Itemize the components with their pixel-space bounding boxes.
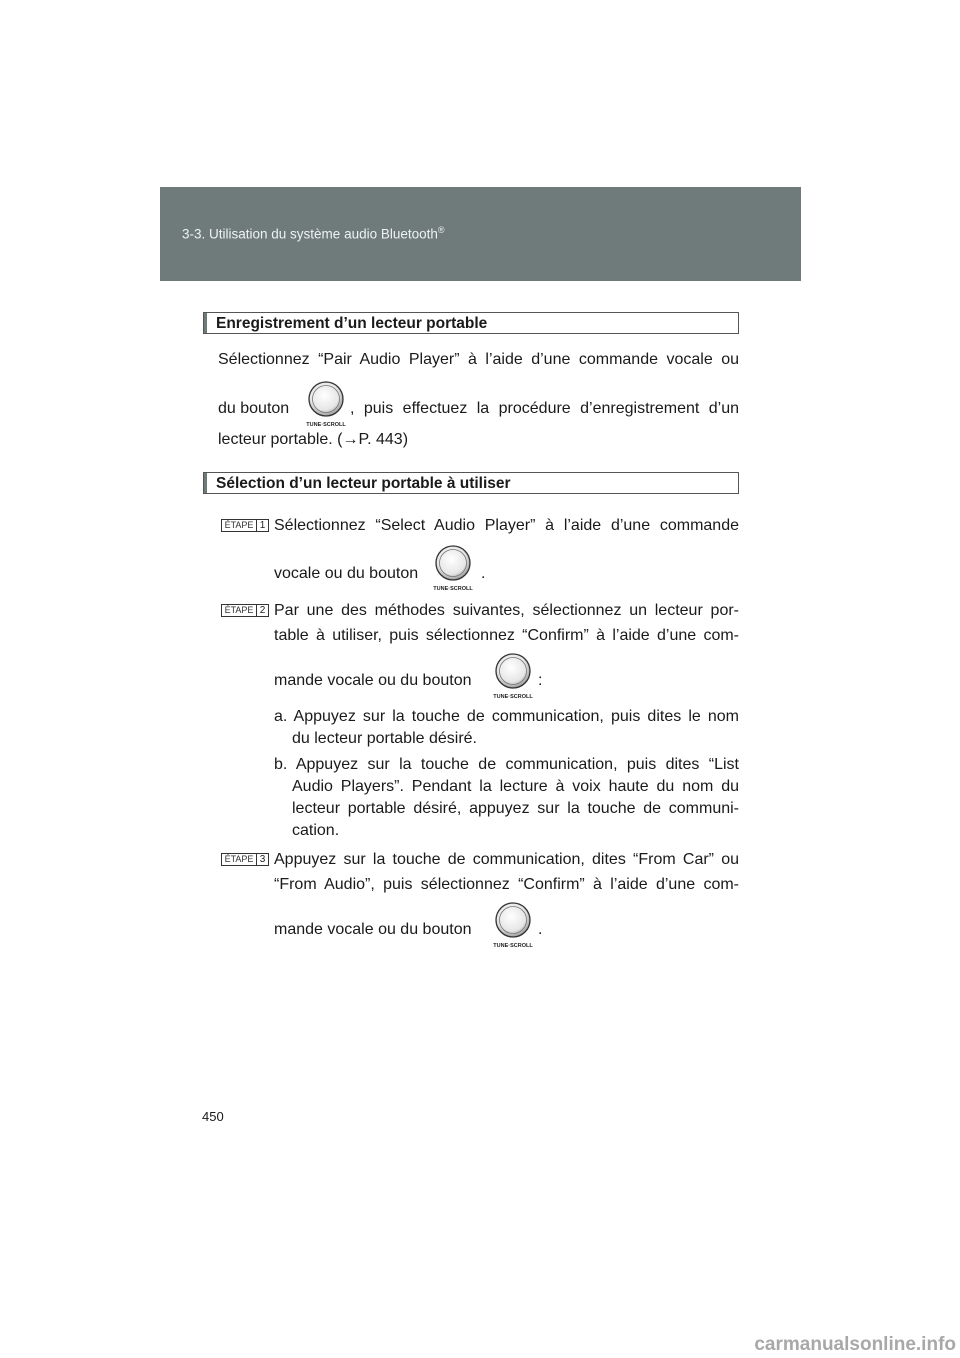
step2-item-a-line2: du lecteur portable désiré. (292, 730, 477, 747)
section1-line2a: du bouton (218, 400, 290, 417)
chapter-header (160, 187, 801, 281)
step2-item-a-line1: a. Appuyez sur la touche de communication, puis dites le nom (274, 708, 739, 725)
registered-mark: ® (437, 225, 445, 235)
section-accent-bar (204, 473, 207, 493)
step2-item-b-line2: Audio Players”. Pendant la lecture à voix haute du nom du (292, 778, 739, 795)
step2-line2: table à utiliser, puis sélectionnez “Confirm” à l’aide d’une com- (274, 627, 739, 644)
step3-line3: mande vocale ou du bouton (274, 921, 472, 938)
step2-item-b-line3: lecteur portable désiré, appuyez sur la touche de communi- (292, 800, 739, 817)
step3-line2: “From Audio”, puis sélectionnez “Confirm” à l’aide d’une com- (274, 876, 739, 893)
step1-line1: Sélectionnez “Select Audio Player” à l’aide d’une commande (274, 517, 739, 534)
step2-item-b-line1: b. Appuyez sur la touche de communication, puis dites “List (274, 756, 739, 773)
breadcrumb-text: 3-3. Utilisation du système audio Bluetooth (182, 226, 438, 242)
step-badge-2 (221, 604, 269, 617)
section1-line1: Sélectionnez “Pair Audio Player” à l’aide d’une commande vocale ou (218, 351, 739, 368)
tune-scroll-knob-icon (431, 544, 475, 594)
section-title: Sélection d’un lecteur portable à utiliser (216, 475, 511, 492)
knob-label: TUNE·SCROLL (493, 694, 533, 700)
step-badge-3 (221, 853, 269, 866)
step1-end: . (481, 565, 486, 582)
step2-item-b-line4: cation. (292, 822, 340, 839)
section1-line2b: , puis effectuez la procédure d’enregistrement d’un (350, 400, 739, 417)
section-heading-registration (203, 312, 739, 334)
step2-line3: mande vocale ou du bouton (274, 672, 472, 689)
step2-end: : (538, 672, 543, 689)
breadcrumb (182, 225, 445, 242)
tune-scroll-knob-icon (491, 901, 535, 951)
step-badge-1 (221, 519, 269, 532)
section-heading-selection (203, 472, 739, 494)
step1-line2: vocale ou du bouton (274, 565, 419, 582)
knob-label: TUNE·SCROLL (306, 422, 346, 428)
knob-label: TUNE·SCROLL (493, 943, 533, 949)
step-number: 1 (259, 520, 266, 531)
step3-end: . (538, 921, 543, 938)
step-label: ÉTAPE (222, 854, 257, 865)
section-title: Enregistrement d’un lecteur portable (216, 315, 488, 332)
step-label: ÉTAPE (222, 520, 257, 531)
step-number: 3 (259, 854, 266, 865)
watermark: carmanualsonline.info (754, 1334, 956, 1355)
knob-label: TUNE·SCROLL (433, 586, 473, 592)
tune-scroll-knob-icon (491, 652, 535, 702)
step2-line1: Par une des méthodes suivantes, sélectionnez un lecteur por- (274, 602, 739, 619)
page-number: 450 (202, 1109, 224, 1124)
step-label: ÉTAPE (222, 605, 257, 616)
step3-line1: Appuyez sur la touche de communication, dites “From Car” ou (274, 851, 739, 868)
step-number: 2 (259, 605, 266, 616)
tune-scroll-knob-icon (304, 380, 348, 430)
section-accent-bar (204, 313, 207, 333)
section1-line3: lecteur portable. (→P. 443) (218, 431, 409, 448)
